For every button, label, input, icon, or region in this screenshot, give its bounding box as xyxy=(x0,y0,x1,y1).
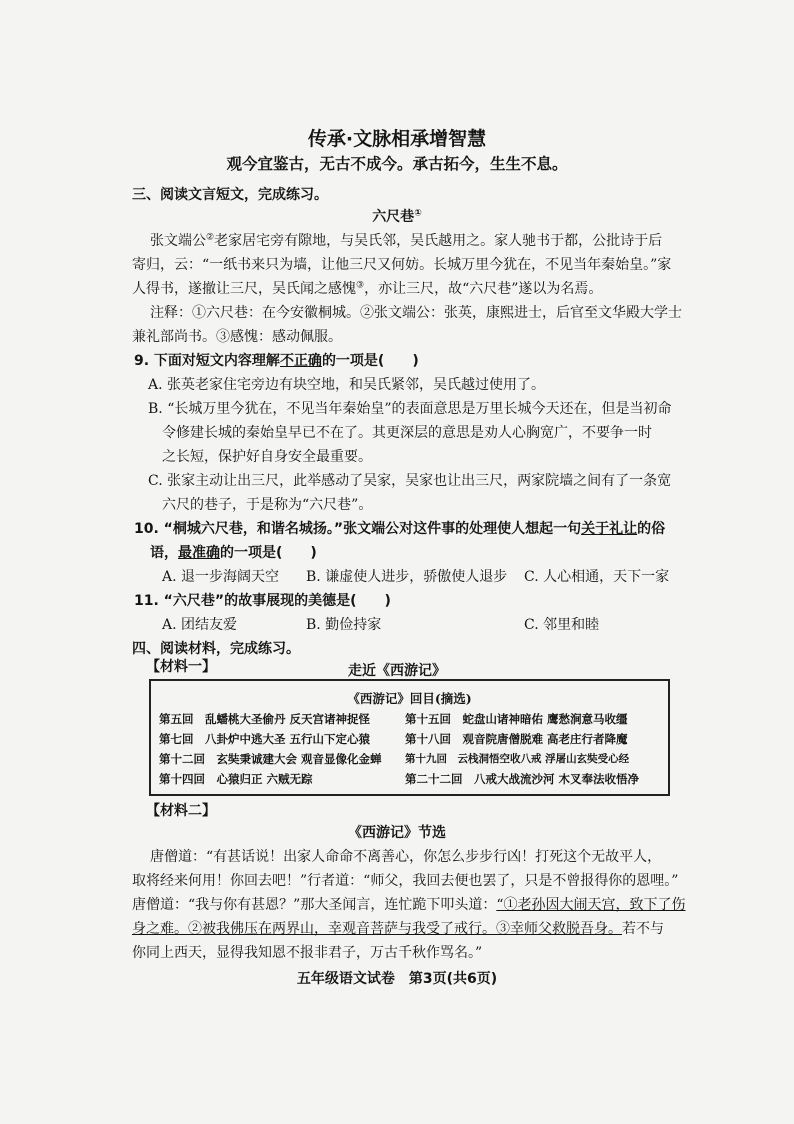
article-line-2: 寄归，云：“一纸书来只为墙，让他三尺又何妨。长城万里今犹在，不见当年秦始皇。”家 xyxy=(132,257,672,273)
question-11-option-c: C. 邻里和睦 xyxy=(524,617,600,633)
section-3-heading: 三、阅读文言短文，完成练习。 xyxy=(132,187,328,203)
material-2-label: 【材料二】 xyxy=(146,803,216,819)
excerpt-title: 《西游记》节选 xyxy=(348,825,446,841)
chapter-entry: 第十九回 云栈洞悟空收八戒 浮屠山玄奘受心经 xyxy=(405,753,630,765)
chapter-list-box xyxy=(149,679,670,796)
excerpt-line-2: 取将经来何用！你回去吧！”行者道：“师父，我回去便也罢了，只是不曾报得你的恩哩。” xyxy=(132,873,679,889)
question-11-option-a: A. 团结友爱 xyxy=(162,617,238,633)
chapter-entry: 第十四回 心猿归正 六贼无踪 xyxy=(159,772,313,786)
motto: 观今宜鉴古，无古不成今。承古拓今，生生不息。 xyxy=(226,154,568,173)
section-4-subtitle: 走近《西游记》 xyxy=(348,663,446,679)
page-footer: 五年级语文试卷 第3页(共6页) xyxy=(296,971,498,987)
chapter-entry: 第七回 八卦炉中逃大圣 五行山下定心猿 xyxy=(159,732,371,746)
chapter-entry: 第十二回 玄奘秉诚建大会 观音显像化金蝉 xyxy=(159,752,382,766)
section-4-heading: 四、阅读材料，完成练习。 xyxy=(132,641,300,657)
article-line-1: 张文端公②老家居宅旁有隙地，与吴氏邻，吴氏越用之。家人驰书于都，公批诗于后 xyxy=(150,232,663,249)
chapter-entry: 第十八回 观音院唐僧脱难 高老庄行者降魔 xyxy=(405,732,628,746)
chapter-entry: 第五回 乱蟠桃大圣偷丹 反天宫诸神捉怪 xyxy=(159,712,371,726)
question-11-stem: 11. “六尺巷”的故事展现的美德是( ) xyxy=(134,593,391,609)
chapter-list-title: 《西游记》回目(摘选) xyxy=(347,691,472,706)
excerpt-line-3: 唐僧道：“我与你有甚恩？”那大圣闻言，连忙跪下叩头道：“①老孙因大闹天宫，致下了伤 xyxy=(132,897,686,913)
excerpt-line-5: 你同上西天，显得我知恩不报非君子，万古千秋作骂名。” xyxy=(132,945,483,961)
notes-line-2: 兼礼部尚书。③感愧：感动佩服。 xyxy=(132,329,342,345)
question-9-option-c-line-2: 六尺的巷子，于是称为“六尺巷”。 xyxy=(162,497,373,513)
question-10-option-c: C. 人心相通，天下一家 xyxy=(524,569,670,585)
question-10-stem-line-1: 10. “桐城六尺巷，和谐名城扬。”张文端公对这件事的处理使人想起一句关于礼让的俗 xyxy=(134,521,666,537)
question-10-stem-line-2: 语，最准确的一项是( ) xyxy=(150,545,317,561)
excerpt-line-1: 唐僧道：“有甚话说！出家人命命不离善心，你怎么步步行凶！打死这个无故平人， xyxy=(150,849,662,865)
material-1-label: 【材料一】 xyxy=(146,659,216,675)
question-9-option-b-line-3: 之长短，保护好自身安全最重要。 xyxy=(162,449,372,465)
question-9-option-b-line-1: B. “长城万里今犹在，不见当年秦始皇”的表面意思是万里长城今天还在，但是当初命 xyxy=(148,401,672,417)
notes-line-1: 注释：①六尺巷：在今安徽桐城。②张文端公：张英，康熙进士，后官至文华殿大学士 xyxy=(150,305,682,321)
question-10-option-a: A. 退一步海阔天空 xyxy=(162,569,280,585)
question-9-stem: 9. 下面对短文内容理解不正确的一项是( ) xyxy=(134,353,419,369)
article-title: 六尺巷① xyxy=(372,208,422,225)
question-9-option-a: A. 张英老家住宅旁边有块空地，和吴氏紧邻，吴氏越过使用了。 xyxy=(148,377,546,393)
chapter-entry: 第十五回 蛇盘山诸神暗佑 鹰愁涧意马收缰 xyxy=(405,712,628,726)
question-10-option-b: B. 谦虚使人进步，骄傲使人退步 xyxy=(306,569,508,585)
article-line-3: 人得书，遂撤让三尺，吴氏闻之感愧③，亦让三尺，故“六尺巷”遂以为名焉。 xyxy=(132,280,603,297)
chapter-entry: 第二十二回 八戒大战流沙河 木叉奉法收悟净 xyxy=(405,772,640,786)
page-title: 传承·文脉相承增智慧 xyxy=(307,128,487,150)
question-11-option-b: B. 勤俭持家 xyxy=(306,617,382,633)
excerpt-line-4: 身之难。②被我佛压在两界山，幸观音菩萨与我受了戒行。③幸师父救脱吾身。若不与 xyxy=(132,921,664,937)
question-9-option-b-line-2: 令修建长城的秦始皇早已不在了。其更深层的意思是劝人心胸宽广，不要争一时 xyxy=(162,425,652,441)
question-9-option-c-line-1: C. 张家主动让出三尺，此举感动了吴家，吴家也让出三尺，两家院墙之间有了一条宽 xyxy=(148,473,672,489)
